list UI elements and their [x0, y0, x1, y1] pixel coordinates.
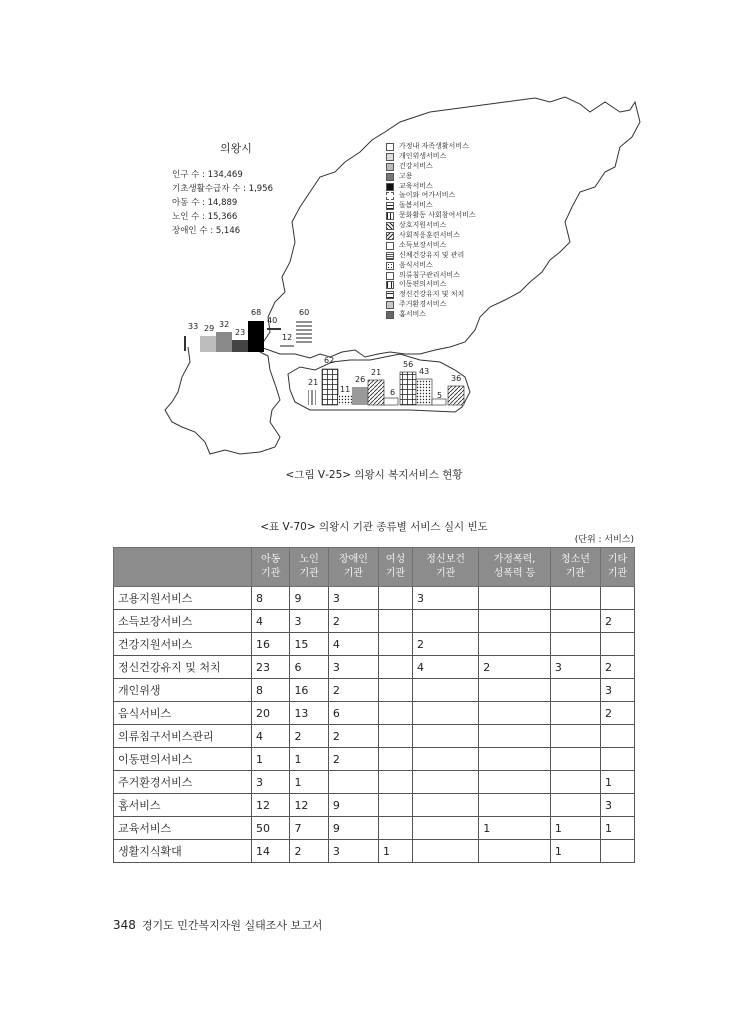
table-cell: 7	[290, 817, 328, 840]
table-row	[114, 702, 635, 725]
stat-basic-recipients: 기초생활수급자 수 : 1,956	[172, 184, 273, 194]
table-cell	[479, 610, 551, 633]
bar-upper-6	[267, 328, 281, 330]
legend-item: 의류침구관리서비스	[386, 271, 476, 281]
table-cell: 1	[252, 748, 290, 771]
legend-item: 교육서비스	[386, 182, 476, 192]
legend-swatch	[386, 192, 394, 200]
stat-population: 인구 수 : 134,469	[172, 170, 243, 180]
legend-item: 이동편의서비스	[386, 280, 476, 290]
legend-swatch	[386, 163, 394, 171]
bar-upper-label: 60	[299, 308, 310, 317]
table-cell	[379, 679, 413, 702]
bar-lower-3	[338, 395, 352, 405]
bar-lower-2	[308, 390, 316, 405]
table-cell: 1	[550, 817, 600, 840]
bar-lower-label: 36	[451, 374, 462, 383]
page-footer	[113, 917, 322, 933]
table-cell: 3	[550, 656, 600, 679]
legend-item: 놀이와 여가서비스	[386, 191, 476, 201]
legend-swatch	[386, 153, 394, 161]
table-row	[114, 817, 635, 840]
bar-upper-8	[280, 345, 294, 349]
table-cell: 9	[290, 587, 328, 610]
table-cell: 1	[379, 840, 413, 863]
legend-swatch	[386, 232, 394, 240]
legend-item: 사회적응훈련서비스	[386, 231, 476, 241]
table-cell: 2	[479, 656, 551, 679]
table-cell: 2	[412, 633, 478, 656]
table-cell: 4	[252, 725, 290, 748]
table-cell: 2	[290, 840, 328, 863]
map-legend	[386, 142, 476, 320]
legend-item: 상호지원서비스	[386, 221, 476, 231]
legend-swatch	[386, 311, 394, 319]
legend-swatch	[386, 143, 394, 151]
table-cell: 2	[600, 656, 634, 679]
table-cell	[379, 794, 413, 817]
table-cell: 1	[479, 817, 551, 840]
legend-swatch	[386, 262, 394, 270]
legend-swatch	[386, 173, 394, 181]
table-cell	[550, 702, 600, 725]
table-cell	[412, 794, 478, 817]
table-cell	[379, 587, 413, 610]
table-cell: 1	[600, 817, 634, 840]
table-cell: 2	[328, 748, 378, 771]
table-cell	[550, 610, 600, 633]
bar-lower-label: 21	[308, 378, 319, 387]
bar-lower-5	[368, 380, 384, 405]
legend-swatch	[386, 301, 394, 309]
legend-item: 고용	[386, 172, 476, 182]
table-row	[114, 587, 635, 610]
legend-item: 홈서비스	[386, 310, 476, 320]
row-label: 건강지원서비스	[114, 633, 252, 656]
table-cell: 1	[290, 748, 328, 771]
bar-lower-6	[384, 398, 398, 405]
legend-item: 소득보장서비스	[386, 241, 476, 251]
table-cell: 14	[252, 840, 290, 863]
legend-item: 신체건강유지 및 관리	[386, 251, 476, 261]
row-label: 고용지원서비스	[114, 587, 252, 610]
bar-upper-2	[200, 336, 216, 352]
table-row	[114, 748, 635, 771]
table-cell	[379, 817, 413, 840]
stat-disabled: 장애인 수 : 5,146	[172, 226, 241, 236]
bar-upper-label: 29	[204, 324, 215, 333]
table-cell: 3	[600, 679, 634, 702]
table-cell: 3	[328, 656, 378, 679]
bar-upper-5	[248, 321, 264, 352]
legend-item: 가정내 자족생활서비스	[386, 142, 476, 152]
table-cell	[600, 725, 634, 748]
table-cell	[412, 748, 478, 771]
table-cell: 2	[600, 702, 634, 725]
table-body	[114, 587, 635, 863]
table-cell	[479, 679, 551, 702]
table-cell: 23	[252, 656, 290, 679]
table-cell: 4	[328, 633, 378, 656]
table-cell: 12	[290, 794, 328, 817]
bar-lower-8	[416, 379, 432, 405]
header-other-agency: 기타 기관	[600, 548, 634, 587]
bar-upper-label: 68	[251, 308, 262, 317]
bar-lower-4	[352, 387, 368, 405]
table-cell	[600, 587, 634, 610]
table-cell: 50	[252, 817, 290, 840]
table-cell	[600, 840, 634, 863]
table-cell: 16	[290, 679, 328, 702]
map-stats	[172, 168, 273, 238]
bar-upper-label: 12	[282, 333, 293, 342]
bar-lower-label: 26	[355, 375, 366, 384]
report-title: 경기도 민간복지자원 실태조사 보고서	[141, 919, 323, 932]
row-label: 홈서비스	[114, 794, 252, 817]
table-cell	[379, 771, 413, 794]
bar-lower-label: 6	[390, 388, 396, 397]
header-child-agency: 아동 기관	[252, 548, 290, 587]
header-youth-agency: 청소년 기관	[550, 548, 600, 587]
table-cell: 6	[328, 702, 378, 725]
stat-elderly: 노인 수 : 15,366	[172, 212, 238, 222]
legend-swatch	[386, 252, 394, 260]
bar-upper-1	[184, 336, 186, 351]
table-cell	[550, 771, 600, 794]
table-cell: 2	[328, 679, 378, 702]
legend-swatch	[386, 222, 394, 230]
table-cell	[479, 794, 551, 817]
table-cell	[550, 633, 600, 656]
table-cell	[328, 771, 378, 794]
bar-lower-label: 21	[371, 368, 382, 377]
figure-caption: <그림 Ⅴ-25> 의왕시 복지서비스 현황	[285, 469, 463, 481]
bar-upper-3	[216, 332, 232, 352]
table-cell: 13	[290, 702, 328, 725]
header-domestic-violence: 가정폭력, 성폭력 등	[479, 548, 551, 587]
bar-upper-label: 40	[267, 316, 278, 325]
header-blank	[114, 548, 252, 587]
table-cell: 3	[252, 771, 290, 794]
bar-lower-7	[400, 372, 416, 405]
table-cell	[550, 587, 600, 610]
bar-lower-1	[322, 369, 338, 405]
table-cell	[379, 633, 413, 656]
table-cell: 3	[290, 610, 328, 633]
legend-swatch	[386, 281, 394, 289]
map-city-name: 의왕시	[220, 142, 252, 155]
legend-swatch	[386, 291, 394, 299]
bar-lower-label: 56	[403, 360, 414, 369]
service-frequency-table	[113, 547, 635, 863]
table-cell	[479, 702, 551, 725]
row-label: 소득보장서비스	[114, 610, 252, 633]
bar-lower-label: 5	[437, 391, 443, 400]
table-cell: 3	[328, 587, 378, 610]
table-row	[114, 610, 635, 633]
table-cell	[379, 610, 413, 633]
bar-lower-label: 11	[340, 385, 351, 394]
map-figure	[110, 92, 650, 462]
table-cell	[479, 748, 551, 771]
table-cell	[412, 702, 478, 725]
table-cell: 9	[328, 817, 378, 840]
legend-swatch	[386, 183, 394, 191]
row-label: 정신건강유지 및 처치	[114, 656, 252, 679]
bar-lower-label: 62	[324, 356, 335, 365]
table-cell	[379, 656, 413, 679]
table-cell: 20	[252, 702, 290, 725]
table-cell: 2	[600, 610, 634, 633]
legend-swatch	[386, 272, 394, 280]
table-cell: 2	[328, 725, 378, 748]
table-cell: 6	[290, 656, 328, 679]
table-cell	[412, 771, 478, 794]
legend-item: 주거환경서비스	[386, 300, 476, 310]
table-cell	[550, 725, 600, 748]
page-number: 348	[113, 918, 136, 932]
table-unit: (단위 : 서비스)	[574, 535, 634, 545]
table-cell	[479, 725, 551, 748]
row-label: 생활지식확대	[114, 840, 252, 863]
row-label: 의류침구서비스관리	[114, 725, 252, 748]
map-outline	[110, 92, 650, 462]
table-cell	[379, 725, 413, 748]
row-label: 개인위생	[114, 679, 252, 702]
table-cell	[550, 679, 600, 702]
bar-lower-10	[448, 386, 464, 405]
header-disabled-agency: 장애인 기관	[328, 548, 378, 587]
row-label: 교육서비스	[114, 817, 252, 840]
legend-swatch	[386, 202, 394, 210]
table-cell: 16	[252, 633, 290, 656]
table-cell	[600, 633, 634, 656]
legend-swatch	[386, 242, 394, 250]
table-cell: 4	[412, 656, 478, 679]
table-cell: 2	[290, 725, 328, 748]
table-cell	[600, 748, 634, 771]
legend-item: 문화활동 사회참여서비스	[386, 211, 476, 221]
table-cell: 3	[412, 587, 478, 610]
row-label: 주거환경서비스	[114, 771, 252, 794]
table-cell	[550, 794, 600, 817]
header-elderly-agency: 노인 기관	[290, 548, 328, 587]
table-cell	[479, 840, 551, 863]
table-caption: <표 Ⅴ-70> 의왕시 기관 종류별 서비스 실시 빈도	[260, 521, 488, 533]
row-label: 음식서비스	[114, 702, 252, 725]
table-cell: 2	[328, 610, 378, 633]
legend-item: 돌봄서비스	[386, 201, 476, 211]
legend-item: 음식서비스	[386, 261, 476, 271]
table-cell	[412, 610, 478, 633]
table-cell: 1	[290, 771, 328, 794]
table-cell: 9	[328, 794, 378, 817]
table-cell: 4	[252, 610, 290, 633]
table-cell: 3	[600, 794, 634, 817]
table-row	[114, 771, 635, 794]
bar-lower-label: 43	[419, 367, 430, 376]
table-cell	[412, 725, 478, 748]
table-cell: 1	[600, 771, 634, 794]
header-mental-health-agency: 정신보건 기관	[412, 548, 478, 587]
table-cell	[379, 748, 413, 771]
table-row	[114, 840, 635, 863]
table-cell	[550, 748, 600, 771]
legend-item: 정신건강유지 및 처치	[386, 290, 476, 300]
stat-children: 아동 수 : 14,889	[172, 198, 238, 208]
table-cell: 8	[252, 587, 290, 610]
table-row	[114, 679, 635, 702]
table-cell	[479, 587, 551, 610]
row-label: 이동편의서비스	[114, 748, 252, 771]
table-cell	[479, 771, 551, 794]
bar-upper-label: 32	[219, 320, 230, 329]
table-cell: 3	[328, 840, 378, 863]
table-row	[114, 725, 635, 748]
table-cell: 1	[550, 840, 600, 863]
table-cell	[479, 633, 551, 656]
table-cell: 15	[290, 633, 328, 656]
table-cell: 12	[252, 794, 290, 817]
legend-item: 개인위생서비스	[386, 152, 476, 162]
table-header-row	[114, 548, 635, 587]
table-row	[114, 794, 635, 817]
table-row	[114, 656, 635, 679]
table-cell	[412, 817, 478, 840]
table-cell	[379, 702, 413, 725]
bar-upper-label: 23	[235, 328, 246, 337]
table-cell	[412, 679, 478, 702]
table-cell	[412, 840, 478, 863]
header-women-agency: 여성 기관	[379, 548, 413, 587]
bar-upper-4	[232, 340, 248, 352]
table-cell: 8	[252, 679, 290, 702]
bar-upper-7	[296, 321, 312, 343]
legend-item: 건강서비스	[386, 162, 476, 172]
bar-upper-label: 33	[188, 322, 199, 331]
table-row	[114, 633, 635, 656]
legend-swatch	[386, 212, 394, 220]
